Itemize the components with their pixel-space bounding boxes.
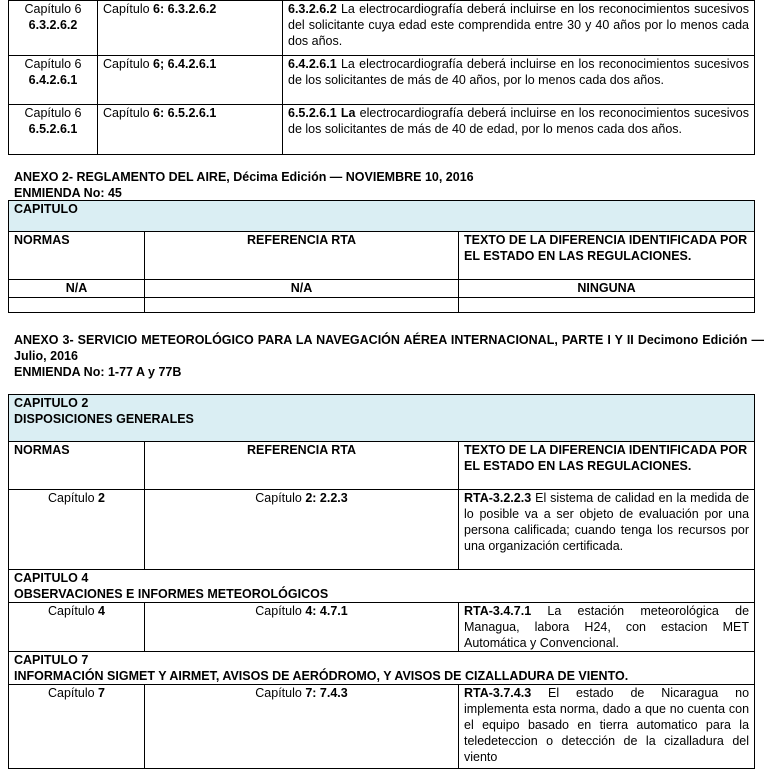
chapter-number: CAPITULO 4 (14, 571, 89, 585)
col-normas: NORMAS (9, 442, 145, 490)
reference-label: Capítulo (255, 686, 306, 700)
reference-number: 6; 6.4.2.6.1 (153, 57, 217, 71)
text-cell (459, 603, 755, 652)
reference-cell (145, 603, 459, 652)
col-normas: NORMAS (9, 232, 145, 280)
text-body: electrocardiografía deberá incluirse en los reconocimientos sucesivos de los solicitantes de más de 40 de edad, por lo menos cada dos años. (288, 106, 749, 136)
annex2-enmienda: ENMIENDA No: 45 (14, 186, 122, 200)
chapter-heading (9, 570, 755, 603)
chapter-number: 2 (98, 491, 105, 505)
text-code: RTA-3.4.7.1 (464, 604, 532, 618)
header-row (9, 442, 755, 490)
table-row (9, 56, 755, 105)
reference-number: 4: 4.7.1 (305, 604, 348, 618)
normas-cell (9, 603, 145, 652)
annex3-title: ANEXO 3- SERVICIO METEOROLÓGICO PARA LA NAVEGACIÓN AÉREA INTERNACIONAL, PARTE I Y II Decimono Edición — Julio, 2016 (14, 333, 764, 363)
reference-label: Capítulo (103, 2, 154, 16)
reference-label: Capítulo (103, 106, 154, 120)
text-body: La electrocardiografía deberá incluirse en los reconocimientos sucesivos del solicitante cuya edad este comprendida entre 30 y 40 años por lo menos cada dos años. (288, 2, 749, 48)
reference-cell (98, 105, 283, 155)
col-referencia: REFERENCIA RTA (145, 442, 459, 490)
chapter-title: DISPOSICIONES GENERALES (14, 412, 194, 426)
annex2-title-main: ANEXO 2- REGLAMENTO DEL AIRE, (14, 170, 234, 184)
annex2-table (8, 200, 755, 313)
reference-cell (98, 1, 283, 56)
chapter-label: Capítulo 6 (24, 57, 82, 71)
text-cell (283, 105, 755, 155)
annex2-title (14, 169, 474, 185)
table-row (9, 603, 755, 652)
chapter-row (9, 652, 755, 685)
text-code: RTA-3.7.4.3 (464, 686, 532, 700)
chapter-title: OBSERVACIONES E INFORMES METEOROLÓGICOS (14, 587, 329, 601)
chapter-number: CAPITULO 2 (14, 396, 89, 410)
text-cell (283, 56, 755, 105)
chapter-label: Capítulo 6 (24, 2, 82, 16)
annex2-heading (14, 169, 474, 201)
reference-number: 7: 7.4.3 (305, 686, 348, 700)
reference-cell: N/A (145, 280, 459, 298)
chapter-heading (9, 395, 755, 442)
col-texto: TEXTO DE LA DIFERENCIA IDENTIFICADA POR EL ESTADO EN LAS REGULACIONES. (459, 232, 755, 280)
chapter-row (9, 395, 755, 442)
normas-cell (9, 490, 145, 570)
normas-cell: N/A (9, 280, 145, 298)
reference-number: 6: 6.3.2.6.2 (153, 2, 217, 16)
text-body: La electrocardiografía deberá incluirse en los reconocimientos sucesivos de los solicitantes de más de 40 años, por lo menos cada dos años. (288, 57, 749, 87)
chapter-number: 4 (98, 604, 105, 618)
chapter-row (9, 570, 755, 603)
reference-label: Capítulo (103, 57, 154, 71)
table-row (9, 490, 755, 570)
text-cell (283, 1, 755, 56)
annex3-heading (14, 332, 764, 380)
reference-cell (145, 685, 459, 769)
text-cell (459, 685, 755, 769)
chapter-heading (9, 652, 755, 685)
header-row (9, 232, 755, 280)
text-code: 6.4.2.6.1 (288, 57, 337, 71)
text-code: RTA-3.2.2.3 (464, 491, 532, 505)
chapter-cell (9, 1, 98, 56)
empty-cell (9, 298, 145, 313)
text-body: El sistema de calidad en la medida de lo posible va a ser objeto de evaluación por una persona calificada; cuando tenga los recursos por una organización certificada. (464, 491, 750, 553)
reference-cell (145, 490, 459, 570)
chapter-label: Capítulo (48, 686, 99, 700)
annex3-table (8, 394, 755, 769)
annex3-enmienda: ENMIENDA No: 1-77 A y 77B (14, 365, 182, 379)
normas-cell (9, 685, 145, 769)
reference-label: Capítulo (255, 491, 306, 505)
chapter-number: 6.5.2.6.1 (28, 122, 78, 136)
table-row (9, 105, 755, 155)
table-row (9, 685, 755, 769)
chapter-number: 6.3.2.6.2 (28, 18, 78, 32)
chapter-label: Capítulo 6 (24, 106, 82, 120)
empty-cell (459, 298, 755, 313)
col-referencia: REFERENCIA RTA (145, 232, 459, 280)
chapter-label: Capítulo (48, 491, 99, 505)
text-cell: NINGUNA (459, 280, 755, 298)
text-code: 6.3.2.6.2 (288, 2, 337, 16)
col-texto: TEXTO DE LA DIFERENCIA IDENTIFICADA POR EL ESTADO EN LAS REGULACIONES. (459, 442, 755, 490)
text-body: La estación meteorológica de Managua, labora H24, con estacion MET Automática y Convencional. (464, 604, 750, 650)
reference-number: 2: 2.2.3 (305, 491, 348, 505)
text-code: 6.5.2.6.1 La (288, 106, 356, 120)
table-row (9, 280, 755, 298)
chapter-cell (9, 56, 98, 105)
chapter-number: 6.4.2.6.1 (28, 73, 78, 87)
reference-number: 6: 6.5.2.6.1 (153, 106, 217, 120)
chapter-number: 7 (98, 686, 105, 700)
annex2-edition: Décima Edición — NOVIEMBRE 10, 2016 (233, 170, 474, 184)
empty-row (9, 298, 755, 313)
chapter-title: INFORMACIÓN SIGMET Y AIRMET, AVISOS DE AERÓDROMO, Y AVISOS DE CIZALLADURA DE VIENTO. (14, 669, 629, 683)
chapter-row (9, 201, 755, 232)
chapter-number: CAPITULO 7 (14, 653, 89, 667)
reference-cell (98, 56, 283, 105)
table-row (9, 1, 755, 56)
text-cell (459, 490, 755, 570)
reference-label: Capítulo (255, 604, 306, 618)
empty-cell (145, 298, 459, 313)
chapter-heading: CAPITULO (9, 201, 755, 232)
chapter-cell (9, 105, 98, 155)
chapter-label: Capítulo (48, 604, 99, 618)
text-body: El estado de Nicaragua no implementa esta norma, dado a que no cuenta con el equipo basado en tierra automatico para la teledeteccion o detección de la cizalladura del viento (464, 686, 750, 764)
top-table (8, 0, 755, 155)
